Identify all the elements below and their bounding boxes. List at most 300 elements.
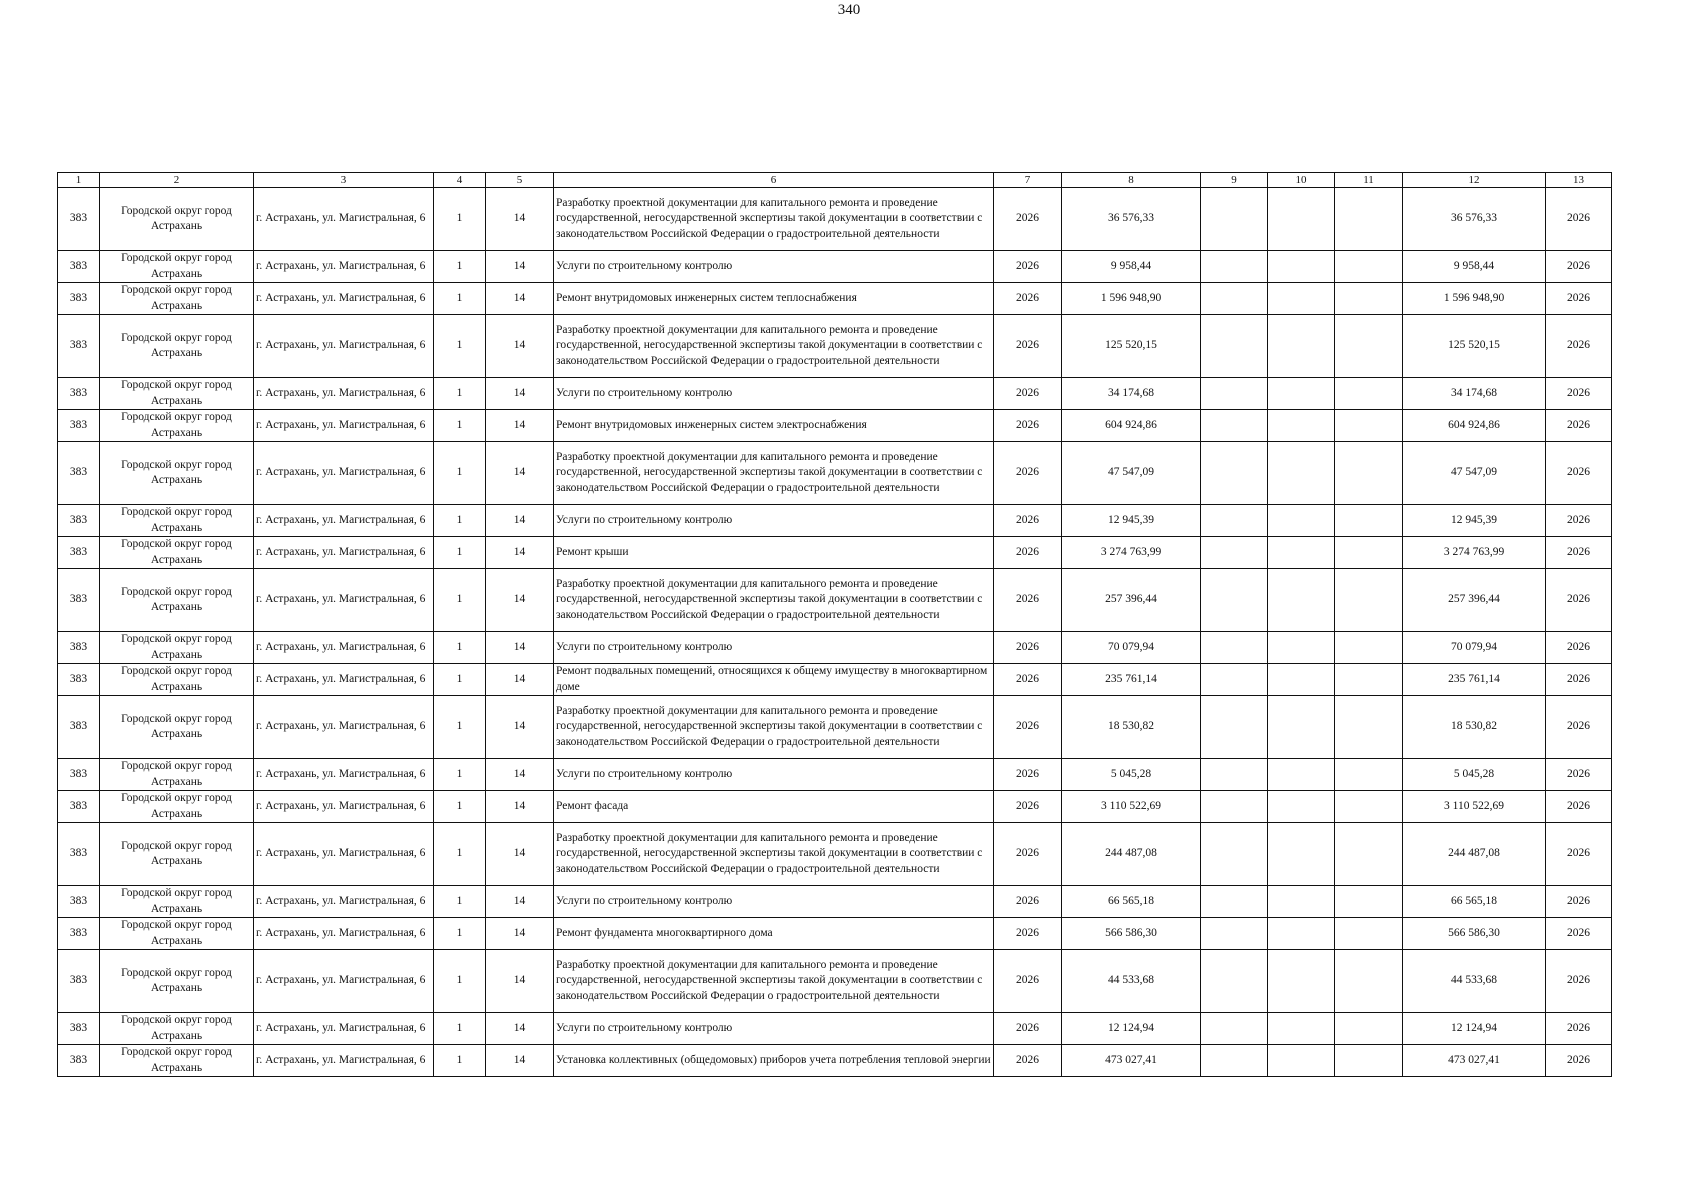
fund-cost-cell: 47 547,09 xyxy=(1403,442,1546,505)
year-cell: 2026 xyxy=(994,569,1062,632)
work-type-cell: Разработку проектной документации для капитального ремонта и проведение государственной, негосударственной экспертизы такой документации в соответствии с законодательством Российской Федерации о градостроительной деятельности xyxy=(554,442,994,505)
total-cost-cell: 12 124,94 xyxy=(1062,1013,1201,1045)
table-row xyxy=(58,569,1612,632)
column-header: 12 xyxy=(1403,173,1546,188)
column-header: 7 xyxy=(994,173,1062,188)
row-number-cell: 383 xyxy=(58,505,100,537)
address-cell: г. Астрахань, ул. Магистральная, 6 xyxy=(254,759,434,791)
table-row xyxy=(58,886,1612,918)
year-cell: 2026 xyxy=(994,378,1062,410)
work-type-cell: Ремонт крыши xyxy=(554,537,994,569)
year-cell: 2026 xyxy=(994,632,1062,664)
address-cell: г. Астрахань, ул. Магистральная, 6 xyxy=(254,664,434,696)
year-cell: 2026 xyxy=(994,251,1062,283)
table-row xyxy=(58,823,1612,886)
completion-year-cell: 2026 xyxy=(1546,918,1612,950)
col4-cell: 1 xyxy=(434,632,486,664)
row-number-cell: 383 xyxy=(58,251,100,283)
table-row xyxy=(58,188,1612,251)
address-cell: г. Астрахань, ул. Магистральная, 6 xyxy=(254,632,434,664)
municipality-cell: Городской округ город Астрахань xyxy=(100,537,254,569)
col9-cell xyxy=(1201,823,1268,886)
col5-cell: 14 xyxy=(486,886,554,918)
work-type-cell: Ремонт фасада xyxy=(554,791,994,823)
completion-year-cell: 2026 xyxy=(1546,759,1612,791)
municipality-cell: Городской округ город Астрахань xyxy=(100,188,254,251)
municipality-cell: Городской округ город Астрахань xyxy=(100,315,254,378)
completion-year-cell: 2026 xyxy=(1546,283,1612,315)
col5-cell: 14 xyxy=(486,696,554,759)
completion-year-cell: 2026 xyxy=(1546,505,1612,537)
municipality-cell: Городской округ город Астрахань xyxy=(100,632,254,664)
col10-cell xyxy=(1268,823,1335,886)
completion-year-cell: 2026 xyxy=(1546,1045,1612,1077)
col11-cell xyxy=(1335,632,1403,664)
year-cell: 2026 xyxy=(994,918,1062,950)
row-number-cell: 383 xyxy=(58,569,100,632)
table-row xyxy=(58,696,1612,759)
col9-cell xyxy=(1201,1045,1268,1077)
table-row xyxy=(58,410,1612,442)
col5-cell: 14 xyxy=(486,537,554,569)
total-cost-cell: 47 547,09 xyxy=(1062,442,1201,505)
year-cell: 2026 xyxy=(994,759,1062,791)
col4-cell: 1 xyxy=(434,442,486,505)
fund-cost-cell: 604 924,86 xyxy=(1403,410,1546,442)
fund-cost-cell: 566 586,30 xyxy=(1403,918,1546,950)
work-type-cell: Ремонт подвальных помещений, относящихся к общему имуществу в многоквартирном доме xyxy=(554,664,994,696)
year-cell: 2026 xyxy=(994,442,1062,505)
municipality-cell: Городской округ город Астрахань xyxy=(100,950,254,1013)
table-row xyxy=(58,251,1612,283)
col5-cell: 14 xyxy=(486,505,554,537)
col9-cell xyxy=(1201,410,1268,442)
completion-year-cell: 2026 xyxy=(1546,632,1612,664)
col10-cell xyxy=(1268,759,1335,791)
year-cell: 2026 xyxy=(994,505,1062,537)
fund-cost-cell: 44 533,68 xyxy=(1403,950,1546,1013)
municipality-cell: Городской округ город Астрахань xyxy=(100,759,254,791)
col5-cell: 14 xyxy=(486,950,554,1013)
work-type-cell: Ремонт внутридомовых инженерных систем электроснабжения xyxy=(554,410,994,442)
col5-cell: 14 xyxy=(486,791,554,823)
col11-cell xyxy=(1335,315,1403,378)
municipality-cell: Городской округ город Астрахань xyxy=(100,1045,254,1077)
col10-cell xyxy=(1268,569,1335,632)
col4-cell: 1 xyxy=(434,378,486,410)
col5-cell: 14 xyxy=(486,759,554,791)
fund-cost-cell: 1 596 948,90 xyxy=(1403,283,1546,315)
col4-cell: 1 xyxy=(434,823,486,886)
year-cell: 2026 xyxy=(994,283,1062,315)
col10-cell xyxy=(1268,664,1335,696)
completion-year-cell: 2026 xyxy=(1546,950,1612,1013)
table-row xyxy=(58,1045,1612,1077)
fund-cost-cell: 125 520,15 xyxy=(1403,315,1546,378)
col5-cell: 14 xyxy=(486,823,554,886)
page-number: 340 xyxy=(837,2,861,18)
col4-cell: 1 xyxy=(434,664,486,696)
col11-cell xyxy=(1335,823,1403,886)
work-type-cell: Ремонт внутридомовых инженерных систем теплоснабжения xyxy=(554,283,994,315)
fund-cost-cell: 66 565,18 xyxy=(1403,886,1546,918)
total-cost-cell: 44 533,68 xyxy=(1062,950,1201,1013)
completion-year-cell: 2026 xyxy=(1546,315,1612,378)
col10-cell xyxy=(1268,918,1335,950)
row-number-cell: 383 xyxy=(58,1045,100,1077)
table-row xyxy=(58,759,1612,791)
completion-year-cell: 2026 xyxy=(1546,188,1612,251)
col9-cell xyxy=(1201,569,1268,632)
work-type-cell: Разработку проектной документации для капитального ремонта и проведение государственной, негосударственной экспертизы такой документации в соответствии с законодательством Российской Федерации о градостроительной деятельности xyxy=(554,569,994,632)
fund-cost-cell: 473 027,41 xyxy=(1403,1045,1546,1077)
total-cost-cell: 9 958,44 xyxy=(1062,251,1201,283)
fund-cost-cell: 257 396,44 xyxy=(1403,569,1546,632)
row-number-cell: 383 xyxy=(58,283,100,315)
col5-cell: 14 xyxy=(486,918,554,950)
fund-cost-cell: 244 487,08 xyxy=(1403,823,1546,886)
municipality-cell: Городской округ город Астрахань xyxy=(100,283,254,315)
col9-cell xyxy=(1201,664,1268,696)
total-cost-cell: 12 945,39 xyxy=(1062,505,1201,537)
col10-cell xyxy=(1268,505,1335,537)
col5-cell: 14 xyxy=(486,1013,554,1045)
municipality-cell: Городской округ город Астрахань xyxy=(100,886,254,918)
col11-cell xyxy=(1335,1045,1403,1077)
col4-cell: 1 xyxy=(434,696,486,759)
year-cell: 2026 xyxy=(994,410,1062,442)
address-cell: г. Астрахань, ул. Магистральная, 6 xyxy=(254,886,434,918)
address-cell: г. Астрахань, ул. Магистральная, 6 xyxy=(254,950,434,1013)
col10-cell xyxy=(1268,632,1335,664)
column-header: 13 xyxy=(1546,173,1612,188)
total-cost-cell: 244 487,08 xyxy=(1062,823,1201,886)
col5-cell: 14 xyxy=(486,442,554,505)
column-header: 2 xyxy=(100,173,254,188)
col5-cell: 14 xyxy=(486,1045,554,1077)
work-type-cell: Разработку проектной документации для капитального ремонта и проведение государственной, негосударственной экспертизы такой документации в соответствии с законодательством Российской Федерации о градостроительной деятельности xyxy=(554,823,994,886)
row-number-cell: 383 xyxy=(58,918,100,950)
table-body xyxy=(58,188,1612,1077)
row-number-cell: 383 xyxy=(58,315,100,378)
total-cost-cell: 66 565,18 xyxy=(1062,886,1201,918)
column-header: 1 xyxy=(58,173,100,188)
col11-cell xyxy=(1335,188,1403,251)
col5-cell: 14 xyxy=(486,251,554,283)
address-cell: г. Астрахань, ул. Магистральная, 6 xyxy=(254,378,434,410)
address-cell: г. Астрахань, ул. Магистральная, 6 xyxy=(254,791,434,823)
col10-cell xyxy=(1268,442,1335,505)
row-number-cell: 383 xyxy=(58,664,100,696)
address-cell: г. Астрахань, ул. Магистральная, 6 xyxy=(254,537,434,569)
column-header: 8 xyxy=(1062,173,1201,188)
column-header: 6 xyxy=(554,173,994,188)
work-type-cell: Услуги по строительному контролю xyxy=(554,886,994,918)
work-type-cell: Разработку проектной документации для капитального ремонта и проведение государственной, негосударственной экспертизы такой документации в соответствии с законодательством Российской Федерации о градостроительной деятельности xyxy=(554,315,994,378)
total-cost-cell: 70 079,94 xyxy=(1062,632,1201,664)
fund-cost-cell: 3 274 763,99 xyxy=(1403,537,1546,569)
col5-cell: 14 xyxy=(486,188,554,251)
table-row xyxy=(58,315,1612,378)
row-number-cell: 383 xyxy=(58,823,100,886)
col5-cell: 14 xyxy=(486,283,554,315)
year-cell: 2026 xyxy=(994,664,1062,696)
work-type-cell: Разработку проектной документации для капитального ремонта и проведение государственной, негосударственной экспертизы такой документации в соответствии с законодательством Российской Федерации о градостроительной деятельности xyxy=(554,950,994,1013)
row-number-cell: 383 xyxy=(58,696,100,759)
fund-cost-cell: 235 761,14 xyxy=(1403,664,1546,696)
year-cell: 2026 xyxy=(994,188,1062,251)
col10-cell xyxy=(1268,283,1335,315)
col11-cell xyxy=(1335,378,1403,410)
row-number-cell: 383 xyxy=(58,1013,100,1045)
address-cell: г. Астрахань, ул. Магистральная, 6 xyxy=(254,918,434,950)
municipality-cell: Городской округ город Астрахань xyxy=(100,442,254,505)
col9-cell xyxy=(1201,251,1268,283)
year-cell: 2026 xyxy=(994,886,1062,918)
total-cost-cell: 3 110 522,69 xyxy=(1062,791,1201,823)
col9-cell xyxy=(1201,188,1268,251)
col5-cell: 14 xyxy=(486,378,554,410)
col11-cell xyxy=(1335,283,1403,315)
col11-cell xyxy=(1335,505,1403,537)
col11-cell xyxy=(1335,759,1403,791)
address-cell: г. Астрахань, ул. Магистральная, 6 xyxy=(254,283,434,315)
completion-year-cell: 2026 xyxy=(1546,823,1612,886)
completion-year-cell: 2026 xyxy=(1546,410,1612,442)
year-cell: 2026 xyxy=(994,1013,1062,1045)
completion-year-cell: 2026 xyxy=(1546,537,1612,569)
address-cell: г. Астрахань, ул. Магистральная, 6 xyxy=(254,1045,434,1077)
completion-year-cell: 2026 xyxy=(1546,378,1612,410)
address-cell: г. Астрахань, ул. Магистральная, 6 xyxy=(254,315,434,378)
table-row xyxy=(58,505,1612,537)
table-row xyxy=(58,632,1612,664)
total-cost-cell: 257 396,44 xyxy=(1062,569,1201,632)
work-type-cell: Разработку проектной документации для капитального ремонта и проведение государственной, негосударственной экспертизы такой документации в соответствии с законодательством Российской Федерации о градостроительной деятельности xyxy=(554,696,994,759)
work-type-cell: Услуги по строительному контролю xyxy=(554,505,994,537)
table-row xyxy=(58,537,1612,569)
row-number-cell: 383 xyxy=(58,537,100,569)
address-cell: г. Астрахань, ул. Магистральная, 6 xyxy=(254,410,434,442)
address-cell: г. Астрахань, ул. Магистральная, 6 xyxy=(254,442,434,505)
work-type-cell: Услуги по строительному контролю xyxy=(554,378,994,410)
fund-cost-cell: 36 576,33 xyxy=(1403,188,1546,251)
municipality-cell: Городской округ город Астрахань xyxy=(100,1013,254,1045)
address-cell: г. Астрахань, ул. Магистральная, 6 xyxy=(254,569,434,632)
col9-cell xyxy=(1201,918,1268,950)
col10-cell xyxy=(1268,537,1335,569)
completion-year-cell: 2026 xyxy=(1546,442,1612,505)
row-number-cell: 383 xyxy=(58,950,100,1013)
table-row xyxy=(58,950,1612,1013)
municipality-cell: Городской округ город Астрахань xyxy=(100,410,254,442)
col11-cell xyxy=(1335,918,1403,950)
col4-cell: 1 xyxy=(434,791,486,823)
year-cell: 2026 xyxy=(994,823,1062,886)
col10-cell xyxy=(1268,1013,1335,1045)
municipality-cell: Городской округ город Астрахань xyxy=(100,918,254,950)
municipality-cell: Городской округ город Астрахань xyxy=(100,791,254,823)
column-header: 5 xyxy=(486,173,554,188)
col4-cell: 1 xyxy=(434,410,486,442)
total-cost-cell: 34 174,68 xyxy=(1062,378,1201,410)
col4-cell: 1 xyxy=(434,505,486,537)
year-cell: 2026 xyxy=(994,696,1062,759)
completion-year-cell: 2026 xyxy=(1546,886,1612,918)
col9-cell xyxy=(1201,537,1268,569)
col4-cell: 1 xyxy=(434,759,486,791)
row-number-cell: 383 xyxy=(58,410,100,442)
col10-cell xyxy=(1268,315,1335,378)
col4-cell: 1 xyxy=(434,918,486,950)
table-row xyxy=(58,791,1612,823)
total-cost-cell: 473 027,41 xyxy=(1062,1045,1201,1077)
total-cost-cell: 1 596 948,90 xyxy=(1062,283,1201,315)
col11-cell xyxy=(1335,886,1403,918)
row-number-cell: 383 xyxy=(58,442,100,505)
col10-cell xyxy=(1268,378,1335,410)
capital-repair-table xyxy=(57,172,1612,1077)
col10-cell xyxy=(1268,886,1335,918)
col9-cell xyxy=(1201,632,1268,664)
table-row xyxy=(58,918,1612,950)
year-cell: 2026 xyxy=(994,791,1062,823)
work-type-cell: Услуги по строительному контролю xyxy=(554,251,994,283)
total-cost-cell: 125 520,15 xyxy=(1062,315,1201,378)
total-cost-cell: 18 530,82 xyxy=(1062,696,1201,759)
column-header: 9 xyxy=(1201,173,1268,188)
total-cost-cell: 566 586,30 xyxy=(1062,918,1201,950)
table-row xyxy=(58,378,1612,410)
col11-cell xyxy=(1335,950,1403,1013)
fund-cost-cell: 70 079,94 xyxy=(1403,632,1546,664)
fund-cost-cell: 5 045,28 xyxy=(1403,759,1546,791)
col9-cell xyxy=(1201,442,1268,505)
total-cost-cell: 5 045,28 xyxy=(1062,759,1201,791)
col11-cell xyxy=(1335,251,1403,283)
address-cell: г. Астрахань, ул. Магистральная, 6 xyxy=(254,505,434,537)
col5-cell: 14 xyxy=(486,632,554,664)
total-cost-cell: 604 924,86 xyxy=(1062,410,1201,442)
col10-cell xyxy=(1268,791,1335,823)
work-type-cell: Разработку проектной документации для капитального ремонта и проведение государственной, негосударственной экспертизы такой документации в соответствии с законодательством Российской Федерации о градостроительной деятельности xyxy=(554,188,994,251)
row-number-cell: 383 xyxy=(58,188,100,251)
table-row xyxy=(58,442,1612,505)
municipality-cell: Городской округ город Астрахань xyxy=(100,569,254,632)
completion-year-cell: 2026 xyxy=(1546,251,1612,283)
fund-cost-cell: 34 174,68 xyxy=(1403,378,1546,410)
completion-year-cell: 2026 xyxy=(1546,664,1612,696)
col11-cell xyxy=(1335,442,1403,505)
col11-cell xyxy=(1335,791,1403,823)
year-cell: 2026 xyxy=(994,537,1062,569)
completion-year-cell: 2026 xyxy=(1546,791,1612,823)
total-cost-cell: 3 274 763,99 xyxy=(1062,537,1201,569)
table-row xyxy=(58,283,1612,315)
column-header: 3 xyxy=(254,173,434,188)
col10-cell xyxy=(1268,188,1335,251)
year-cell: 2026 xyxy=(994,315,1062,378)
fund-cost-cell: 18 530,82 xyxy=(1403,696,1546,759)
col4-cell: 1 xyxy=(434,315,486,378)
col9-cell xyxy=(1201,950,1268,1013)
row-number-cell: 383 xyxy=(58,886,100,918)
municipality-cell: Городской округ город Астрахань xyxy=(100,505,254,537)
row-number-cell: 383 xyxy=(58,791,100,823)
col10-cell xyxy=(1268,950,1335,1013)
fund-cost-cell: 9 958,44 xyxy=(1403,251,1546,283)
municipality-cell: Городской округ город Астрахань xyxy=(100,696,254,759)
col11-cell xyxy=(1335,664,1403,696)
col9-cell xyxy=(1201,791,1268,823)
col11-cell xyxy=(1335,569,1403,632)
col5-cell: 14 xyxy=(486,569,554,632)
col4-cell: 1 xyxy=(434,950,486,1013)
fund-cost-cell: 12 124,94 xyxy=(1403,1013,1546,1045)
municipality-cell: Городской округ город Астрахань xyxy=(100,251,254,283)
completion-year-cell: 2026 xyxy=(1546,696,1612,759)
table-row xyxy=(58,1013,1612,1045)
col4-cell: 1 xyxy=(434,886,486,918)
column-header: 4 xyxy=(434,173,486,188)
row-number-cell: 383 xyxy=(58,632,100,664)
col11-cell xyxy=(1335,410,1403,442)
work-type-cell: Установка коллективных (общедомовых) приборов учета потребления тепловой энергии xyxy=(554,1045,994,1077)
address-cell: г. Астрахань, ул. Магистральная, 6 xyxy=(254,188,434,251)
col9-cell xyxy=(1201,759,1268,791)
completion-year-cell: 2026 xyxy=(1546,569,1612,632)
col10-cell xyxy=(1268,696,1335,759)
work-type-cell: Услуги по строительному контролю xyxy=(554,1013,994,1045)
col9-cell xyxy=(1201,378,1268,410)
col9-cell xyxy=(1201,315,1268,378)
row-number-cell: 383 xyxy=(58,759,100,791)
address-cell: г. Астрахань, ул. Магистральная, 6 xyxy=(254,251,434,283)
col11-cell xyxy=(1335,537,1403,569)
work-type-cell: Услуги по строительному контролю xyxy=(554,759,994,791)
year-cell: 2026 xyxy=(994,1045,1062,1077)
year-cell: 2026 xyxy=(994,950,1062,1013)
total-cost-cell: 36 576,33 xyxy=(1062,188,1201,251)
fund-cost-cell: 12 945,39 xyxy=(1403,505,1546,537)
col9-cell xyxy=(1201,696,1268,759)
col9-cell xyxy=(1201,283,1268,315)
col11-cell xyxy=(1335,1013,1403,1045)
col4-cell: 1 xyxy=(434,283,486,315)
fund-cost-cell: 3 110 522,69 xyxy=(1403,791,1546,823)
column-number-row xyxy=(58,173,1612,188)
col9-cell xyxy=(1201,1013,1268,1045)
total-cost-cell: 235 761,14 xyxy=(1062,664,1201,696)
completion-year-cell: 2026 xyxy=(1546,1013,1612,1045)
col11-cell xyxy=(1335,696,1403,759)
column-header: 10 xyxy=(1268,173,1335,188)
municipality-cell: Городской округ город Астрахань xyxy=(100,823,254,886)
col9-cell xyxy=(1201,886,1268,918)
col10-cell xyxy=(1268,410,1335,442)
col4-cell: 1 xyxy=(434,251,486,283)
col5-cell: 14 xyxy=(486,664,554,696)
col4-cell: 1 xyxy=(434,569,486,632)
col5-cell: 14 xyxy=(486,315,554,378)
col10-cell xyxy=(1268,1045,1335,1077)
row-number-cell: 383 xyxy=(58,378,100,410)
work-type-cell: Ремонт фундамента многоквартирного дома xyxy=(554,918,994,950)
municipality-cell: Городской округ город Астрахань xyxy=(100,378,254,410)
col4-cell: 1 xyxy=(434,188,486,251)
col9-cell xyxy=(1201,505,1268,537)
municipality-cell: Городской округ город Астрахань xyxy=(100,664,254,696)
